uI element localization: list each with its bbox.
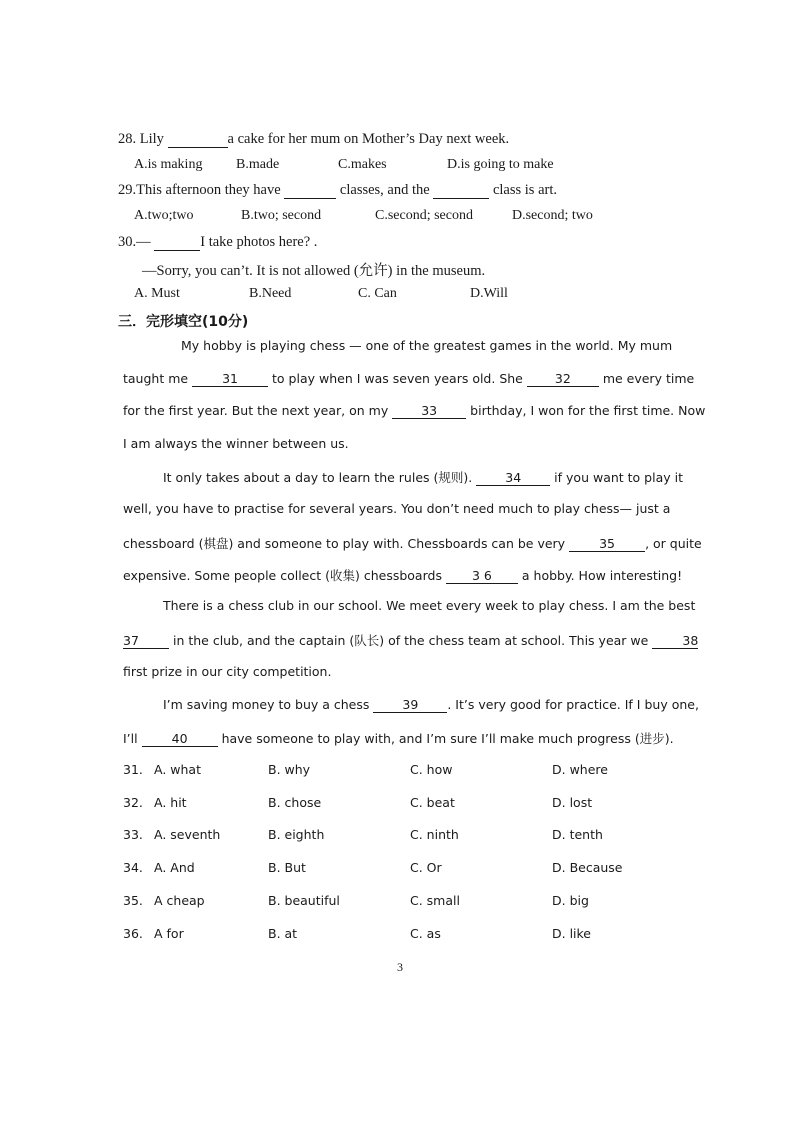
- choice-a[interactable]: A. seventh: [154, 827, 221, 842]
- passage-p1-line2: taught me 31 to play when I was seven years old. She 32 me every time: [123, 371, 695, 386]
- passage-p2-line2: well, you have to practise for several years. You don’t need much to play chess— just a: [123, 501, 671, 516]
- choice-num: 31.: [123, 762, 143, 777]
- passage-p4-line2: I’ll 40 have someone to play with, and I’m sure I’ll make much progress (进步).: [123, 731, 674, 746]
- choice-num: 34.: [123, 860, 143, 875]
- choice-c[interactable]: C. as: [410, 926, 441, 941]
- choice-d[interactable]: D. tenth: [552, 827, 603, 842]
- page-number: 3: [397, 960, 403, 974]
- choice-b[interactable]: B. why: [268, 762, 311, 777]
- q28-blank[interactable]: [168, 132, 228, 148]
- blank-32[interactable]: 32: [527, 371, 599, 387]
- choice-c[interactable]: C. how: [410, 762, 453, 777]
- blank-31[interactable]: 31: [192, 371, 268, 387]
- blank-34[interactable]: 34: [476, 470, 550, 486]
- passage-p3-line1: There is a chess club in our school. We meet every week to play chess. I am the best: [163, 598, 696, 613]
- choice-c[interactable]: C. Or: [410, 860, 442, 875]
- passage-p2-line3: chessboard (棋盘) and someone to play with. Chessboards can be very 35 , or quite: [123, 536, 702, 551]
- q29-stem: 29.This afternoon they have classes, and the class is art.: [118, 182, 557, 198]
- section-title: 三．完形填空(10分): [118, 314, 249, 330]
- blank-36[interactable]: 3 6: [446, 568, 518, 584]
- q30-option-d[interactable]: D.Will: [470, 286, 508, 301]
- choice-b[interactable]: B. chose: [268, 795, 322, 810]
- choice-b[interactable]: B. beautiful: [268, 893, 340, 908]
- blank-40[interactable]: 40: [142, 731, 218, 747]
- blank-38[interactable]: 38: [652, 633, 698, 649]
- choice-a[interactable]: A cheap: [154, 893, 205, 908]
- q30-option-b[interactable]: B.Need: [249, 286, 292, 301]
- choice-c[interactable]: C. beat: [410, 795, 455, 810]
- q29-blank-1[interactable]: [284, 183, 336, 199]
- blank-35[interactable]: 35: [569, 536, 645, 552]
- blank-37[interactable]: 37: [123, 633, 169, 649]
- q30-option-c[interactable]: C. Can: [358, 286, 397, 301]
- q28-stem: 28. Lily a cake for her mum on Mother’s Day next week.: [118, 131, 510, 147]
- choice-c[interactable]: C. ninth: [410, 827, 459, 842]
- q28-option-d[interactable]: D.is going to make: [447, 157, 554, 172]
- q30-stem: 30.— I take photos here? .: [118, 234, 318, 250]
- q29-option-c[interactable]: C.second; second: [375, 208, 473, 223]
- passage-p3-line2: 37 in the club, and the captain (队长) of the chess team at school. This year we 38: [123, 633, 699, 648]
- choice-b[interactable]: B. But: [268, 860, 306, 875]
- choice-a[interactable]: A for: [154, 926, 184, 941]
- choice-num: 36.: [123, 926, 143, 941]
- q29-option-d[interactable]: D.second; two: [512, 208, 593, 223]
- passage-p1-line1: My hobby is playing chess — one of the greatest games in the world. My mum: [181, 338, 673, 353]
- q28-option-a[interactable]: A.is making: [134, 157, 203, 172]
- choice-c[interactable]: C. small: [410, 893, 460, 908]
- choice-num: 35.: [123, 893, 143, 908]
- blank-33[interactable]: 33: [392, 403, 466, 419]
- choice-b[interactable]: B. at: [268, 926, 298, 941]
- passage-p2-line4: expensive. Some people collect (收集) chessboards 3 6 a hobby. How interesting!: [123, 568, 683, 583]
- choice-d[interactable]: D. where: [552, 762, 608, 777]
- choice-num: 32.: [123, 795, 143, 810]
- choice-d[interactable]: D. big: [552, 893, 589, 908]
- choice-a[interactable]: A. hit: [154, 795, 187, 810]
- choice-b[interactable]: B. eighth: [268, 827, 325, 842]
- passage-p4-line1: I’m saving money to buy a chess 39 . It’s very good for practice. If I buy one,: [163, 697, 699, 712]
- choice-num: 33.: [123, 827, 143, 842]
- q28-option-c[interactable]: C.makes: [338, 157, 387, 172]
- choice-d[interactable]: D. like: [552, 926, 592, 941]
- blank-39[interactable]: 39: [373, 697, 447, 713]
- q30-blank[interactable]: [154, 235, 200, 251]
- q30-option-a[interactable]: A. Must: [134, 286, 180, 301]
- choice-d[interactable]: D. Because: [552, 860, 623, 875]
- passage-p1-line3: for the first year. But the next year, on my 33 birthday, I won for the first time. Now: [123, 403, 706, 418]
- passage-p1-line4: I am always the winner between us.: [123, 436, 349, 451]
- passage-p3-line3: first prize in our city competition.: [123, 664, 332, 679]
- q29-option-a[interactable]: A.two;two: [134, 208, 194, 223]
- choice-a[interactable]: A. And: [154, 860, 195, 875]
- choice-a[interactable]: A. what: [154, 762, 201, 777]
- choice-d[interactable]: D. lost: [552, 795, 593, 810]
- q29-blank-2[interactable]: [433, 183, 489, 199]
- q29-option-b[interactable]: B.two; second: [241, 208, 322, 223]
- q28-option-b[interactable]: B.made: [236, 157, 280, 172]
- passage-p2-line1: It only takes about a day to learn the rules (规则). 34 if you want to play it: [163, 470, 683, 485]
- q30-reply: —Sorry, you can’t. It is not allowed (允许) in the museum.: [142, 263, 486, 279]
